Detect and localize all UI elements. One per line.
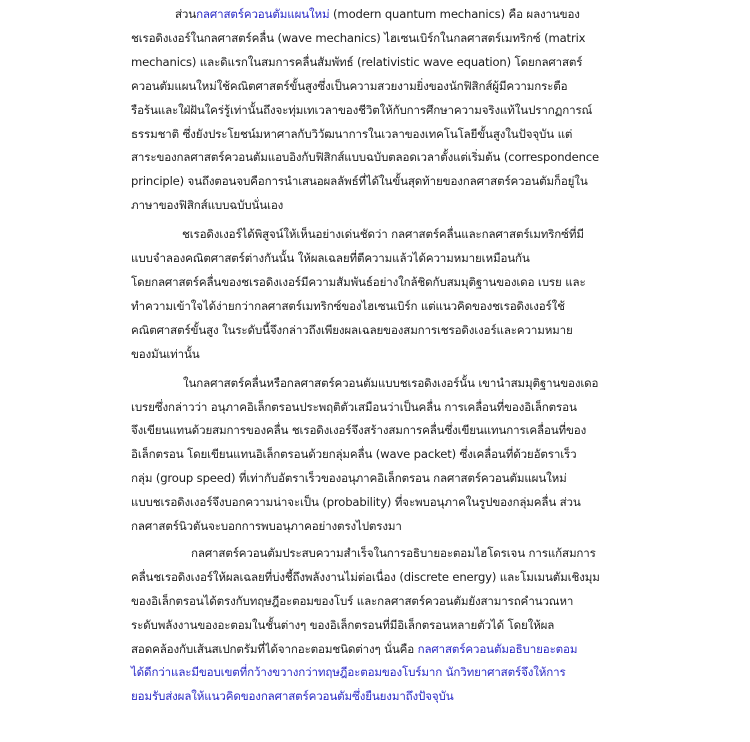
body-text: สาระของกลศาสตร์ควอนตัมแอบอิงกับฟิสิกส์แบบฉบับตลอดเวลาตั้งแต่เริ่มต้น (correspondence (131, 150, 599, 165)
text-line (131, 51, 632, 75)
text-line (131, 123, 632, 147)
highlighted-text: ยอมรับส่งผลให้แนวคิดของกลศาสตร์ควอนตัมซึ่งยืนยงมาถึงปัจจุบัน (131, 689, 454, 704)
text-line (131, 396, 632, 420)
body-text: จึงเขียนแทนด้วยสมการของคลื่น ชเรอดิงเงอร์จึงสร้างสมการคลื่นซึ่งเขียนแทนการเคลื่อนที่ของ (131, 423, 587, 438)
text-line (131, 295, 632, 319)
body-text: กลุ่ม (group speed) ที่เท่ากับอัตราเร็วของอนุภาคอิเล็กตรอน กลศาสตร์ควอนตัมแผนใหม่ (131, 471, 567, 486)
text-line (131, 372, 632, 396)
text-line (131, 566, 632, 590)
body-text: ธรรมชาติ ซึ่งยังประโยชน์มหาศาลกับวิวัฒนาการในเวลาของเทคโนโลยีขั้นสูงในปัจจุบัน แต่ (131, 126, 573, 141)
text-line (131, 247, 632, 271)
paragraph-hydrogen-atom (131, 542, 632, 709)
body-text: สอดคล้องกับเส้นสเปกตรัมที่ได้จากอะตอมชนิดต่างๆ นั่นคือ (131, 641, 418, 656)
text-line (131, 170, 632, 194)
body-text: แบบชเรอดิงเงอร์จึงบอกความน่าจะเป็น (probability) ที่จะพบอนุภาคในรูปของกลุ่มคลื่น ส่วน (131, 495, 581, 510)
body-text: แบบจำลองคณิตศาสตร์ต่างกันนั้น ให้ผลเฉลยที่ตีความแล้วได้ความหมายเหมือนกัน (131, 251, 530, 266)
body-text: รือร้นและใฝ่ฝันใคร่รู้เท่านั้นถึงจะทุ่มเทเวลาของชีวิตให้กับการศึกษาความจริงแท้ในปรากฏการณ์ (131, 102, 593, 117)
text-line (131, 491, 632, 515)
body-text: ของมันเท่านั้น (131, 346, 200, 361)
body-text: ชเรอดิงเงอร์ได้พิสูจน์ให้เห็นอย่างเด่นชัดว่า กลศาสตร์คลื่นและกลศาสตร์เมทริกซ์ที่มี (182, 227, 584, 242)
text-line (131, 223, 632, 247)
body-text: ทำความเข้าใจได้ง่ายกว่ากลศาสตร์เมทริกซ์ของไฮเซนเบิร์ก แต่แนวคิดของชเรอดิงเงอร์ใช้ (131, 298, 565, 313)
paragraph-schrodinger-proof (131, 223, 632, 366)
highlighted-text: กลศาสตร์ควอนตัมอธิบายอะตอม (417, 641, 578, 656)
text-line (131, 467, 632, 491)
text-line (131, 614, 632, 638)
text-line (131, 319, 632, 343)
body-text: ควอนตัมแผนใหม่ใช้คณิตศาสตร์ขั้นสูงซึ่งเป็นความสวยงามยิ่งของนักฟิสิกส์ผู้มีความกระตือ (131, 78, 568, 93)
text-line (131, 27, 632, 51)
text-line (131, 419, 632, 443)
text-line (131, 271, 632, 295)
text-line (131, 443, 632, 467)
body-text: กลศาสตร์นิวตันจะบอกการพบอนุภาคอย่างตรงไปตรงมา (131, 519, 402, 534)
body-text: mechanics) และดิแรกในสมการคลื่นสัมพัทธ์ (relativistic wave equation) โดยกลศาสตร์ (131, 54, 583, 69)
text-line (131, 590, 632, 614)
text-line (131, 638, 632, 662)
text-line (131, 146, 632, 170)
body-text: ในกลศาสตร์คลื่นหรือกลศาสตร์ควอนตัมแบบชเรอดิงเงอร์นั้น เขานำสมมุติฐานของเดอ (183, 375, 599, 390)
body-text: อิเล็กตรอน โดยเขียนแทนอิเล็กตรอนด้วยกลุ่มคลื่น (wave packet) ซึ่งเคลื่อนที่ด้วยอัตราเร็ว (131, 447, 577, 462)
text-line (131, 3, 632, 27)
body-text: คลื่นชเรอดิงเงอร์ให้ผลเฉลยที่บ่งชี้ถึงพลังงานไม่ต่อเนื่อง (discrete energy) และโมเมนตัมเชิงมุม (131, 569, 600, 584)
text-line (131, 99, 632, 123)
highlighted-text: กลศาสตร์ควอนตัมแผนใหม่ (196, 7, 330, 21)
body-text: ส่วน (175, 7, 197, 21)
paragraph-wave-mechanics (131, 372, 632, 539)
paragraph-modern-quantum-mechanics (131, 3, 632, 218)
text-line (131, 194, 632, 218)
text-line (131, 515, 632, 539)
text-line (131, 685, 632, 709)
body-text: โดยกลศาสตร์คลื่นของชเรอดิงเงอร์มีความสัมพันธ์อย่างใกล้ชิดกับสมมุติฐานของเดอ เบรย และ (131, 274, 586, 289)
body-text: คณิตศาสตร์ขั้นสูง ในระดับนี้จึงกล่าวถึงเพียงผลเฉลยของสมการเชรอดิงเงอร์และความหมาย (131, 322, 573, 337)
text-line (131, 343, 632, 367)
body-text: ภาษาของฟิสิกส์แบบฉบับนั่นเอง (131, 198, 284, 213)
body-text: ชเรอดิงเงอร์ในกลศาสตร์คลื่น (wave mechanics) ไฮเซนเบิร์กในกลศาสตร์เมทริกซ์ (matrix (131, 30, 586, 45)
body-text: principle) จนถึงตอนจบคือการนำเสนอผลลัพธ์ที่ได้ในขั้นสุดท้ายของกลศาสตร์ควอนตัมก็อยู่ใน (131, 174, 588, 189)
document-page (0, 3, 750, 742)
body-text: ระดับพลังงานของอะตอมในชั้นต่างๆ ของอิเล็กตรอนที่มีอิเล็กตรอนหลายตัวได้ โดยให้ผล (131, 617, 555, 632)
body-text: (modern quantum mechanics) คือ ผลงานของ (329, 7, 580, 21)
body-text: กลศาสตร์ควอนตัมประสบความสำเร็จในการอธิบายอะตอมไฮโดรเจน การแก้สมการ (191, 545, 596, 560)
highlighted-text: ได้ดีกว่าและมีขอบเขตที่กว้างขวางกว่าทฤษฎีอะตอมของโบร์มาก นักวิทยาศาสตร์จึงให้การ (131, 665, 566, 680)
body-text: ของอิเล็กตรอนได้ตรงกับทฤษฎีอะตอมของโบร์ และกลศาสตร์ควอนตัมยังสามารถคำนวณหา (131, 593, 574, 608)
text-line (131, 542, 632, 566)
text-line (131, 661, 632, 685)
text-line (131, 75, 632, 99)
body-text: เบรยซึ่งกล่าวว่า อนุภาคอิเล็กตรอนประพฤติตัวเสมือนว่าเป็นคลื่น การเคลื่อนที่ของอิเล็กตรอน (131, 399, 577, 414)
